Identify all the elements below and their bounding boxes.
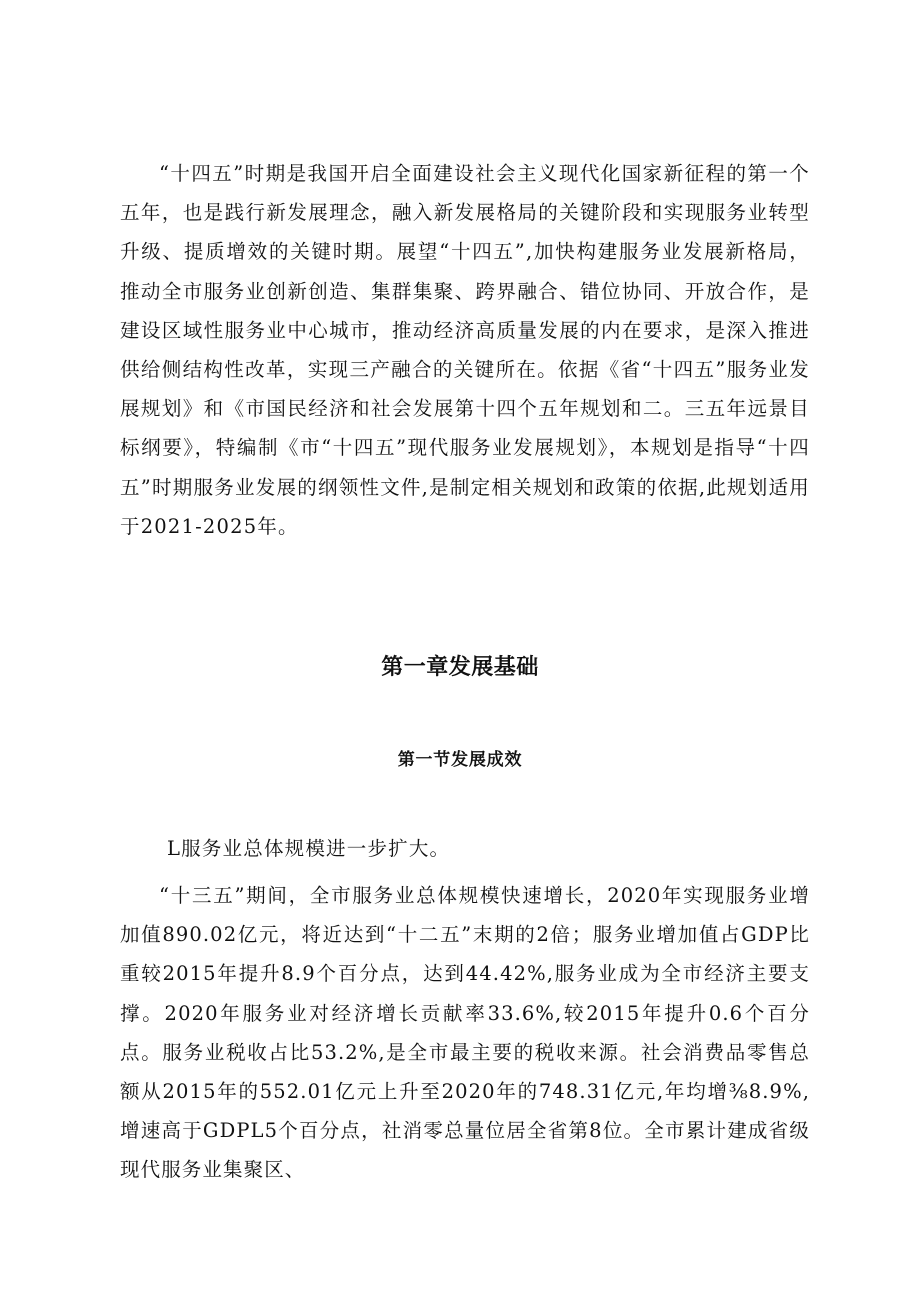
intro-paragraph: “十四五”时期是我国开启全面建设社会主义现代化国家新征程的第一个五年，也是践行新发展理念，融入新发展格局的关键阶段和实现服务业转型升级、提质增效的关键时期。展望“十四五”,加快构建服务业发展新格局，推动全市服务业创新创造、集群集聚、跨界融合、错位协同、开放合作，是建设区域性服务业中心城市，推动经济高质量发展的内在要求，是深入推进供给侧结构性改革，实现三产融合的关键所在。依据《省“十四五”服务业发展规划》和《市国民经济和社会发展第十四个五年规划和二。三五年远景目标纲要》，特编制《市“十四五”现代服务业发展规划》，本规划是指导“十四五”时期服务业发展的纲领性文件,是制定相关规划和政策的依据,此规划适用于2021-2025年。	[120, 162, 810, 538]
chapter-title: 第一章发展基础	[381, 655, 539, 680]
body-paragraph: “十三五”期间，全市服务业总体规模快速增长，2020年实现服务业增加值890.02亿元，将近达到“十二五”末期的2倍；服务业增加值占GDP比重较2015年提升8.9个百分点，达到44.42%,服务业成为全市经济主要支撑。2020年服务业对经济增长贡献率33.6%,较2015年提升0.6个百分点。服务业税收占比53.2%,是全市最主要的税收来源。社会消费品零售总额从2015年的552.01亿元上升至2020年的748.31亿元,年均增⅜8.9%,增速高于GDPL5个百分点，社消零总量位居全省第8位。全市累计建成省级现代服务业集聚区、	[120, 884, 810, 1182]
section-title: 第一节发展成效	[397, 750, 523, 770]
item-heading: L服务业总体规模进一步扩大。	[167, 837, 451, 860]
